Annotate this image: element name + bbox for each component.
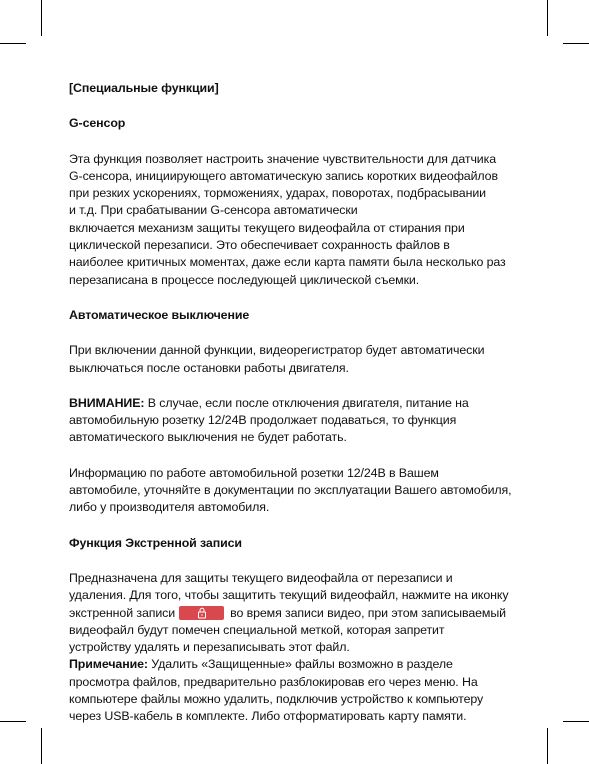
text-line: устройству удалять и перезаписывать этот файл.: [69, 640, 350, 655]
text-line: G-сенсора, инициирующего автоматическую запись коротких видеофайлов: [69, 168, 498, 183]
text-line: При включении данной функции, видеорегистратор будет автоматически: [69, 343, 485, 358]
text-line: удаления. Для того, чтобы защитить текущий видеофайл, нажмите на иконку: [69, 588, 509, 603]
crop-mark: [547, 0, 548, 36]
lock-icon: [197, 607, 207, 619]
text-line: выключаться после остановки работы двигателя.: [69, 360, 349, 375]
text-line: В случае, если после отключения двигателя, питание на: [144, 395, 469, 410]
text-line: Информацию по работе автомобильной розетки 12/24В в Вашем: [69, 465, 439, 480]
crop-mark: [0, 43, 26, 44]
emergency-paragraph: [69, 570, 519, 726]
emergency-heading: Функция Экстренной записи: [69, 535, 242, 550]
emergency-record-button: [179, 606, 224, 620]
autooff-heading: Автоматическое выключение: [69, 307, 250, 322]
crop-mark: [0, 721, 26, 722]
page-title: [Специальные функции]: [69, 81, 219, 95]
crop-mark: [41, 0, 42, 36]
text-line: во время записи видео, при этом записываемый: [230, 605, 506, 620]
text-line: наиболее критичных моментах, даже если карта памяти была несколько раз: [69, 255, 506, 270]
text-line: циклической перезаписи. Это обеспечивает сохранность файлов в: [69, 238, 450, 253]
warning-label: ВНИМАНИЕ:: [69, 395, 145, 410]
note-label: Примечание:: [69, 657, 148, 672]
page-content: [69, 80, 519, 726]
crop-mark: [547, 728, 548, 764]
gsensor-heading: G-сенсор: [69, 116, 126, 131]
text-line: либо у производителя автомобиля.: [69, 500, 270, 515]
info-paragraph: [69, 465, 519, 517]
autooff-paragraph: [69, 342, 519, 377]
text-line: автоматического выключения не будет работать.: [69, 430, 347, 445]
text-line: просмотра файлов, предварительно разблокировав его через меню. На: [69, 674, 478, 689]
text-line: Удалить «Защищенные» файлы возможно в разделе: [147, 657, 453, 672]
text-line: перезаписана в процессе последующей циклической съемки.: [69, 272, 420, 287]
text-line: экстренной записи: [69, 605, 176, 620]
crop-mark: [563, 43, 589, 44]
text-line: и т.д. При срабатывании G-сенсора автоматически: [69, 203, 358, 218]
gsensor-paragraph: [69, 151, 519, 289]
text-line: видеофайл будут помечен специальной меткой, которая запретит: [69, 622, 445, 637]
text-line: при резких ускорениях, торможениях, ударах, поворотах, подбрасывании: [69, 186, 486, 201]
crop-mark: [41, 728, 42, 764]
text-line: Эта функция позволяет настроить значение чувствительности для датчика: [69, 151, 497, 166]
crop-mark: [563, 721, 589, 722]
warning-paragraph: [69, 395, 519, 447]
text-line: Предназначена для защиты текущего видеофайла от перезаписи и: [69, 570, 453, 585]
text-line: включается механизм защиты текущего видеофайла от стирания при: [69, 220, 465, 235]
text-line: компьютере файлы можно удалить, подключив устройство к компьютеру: [69, 692, 484, 707]
text-line: через USB-кабель в комплекте. Либо отформатировать карту памяти.: [69, 709, 467, 724]
text-line: автомобиле, уточняйте в документации по эксплуатации Вашего автомобиля,: [69, 483, 512, 498]
text-line: автомобильную розетку 12/24В продолжает подаваться, то функция: [69, 413, 457, 428]
